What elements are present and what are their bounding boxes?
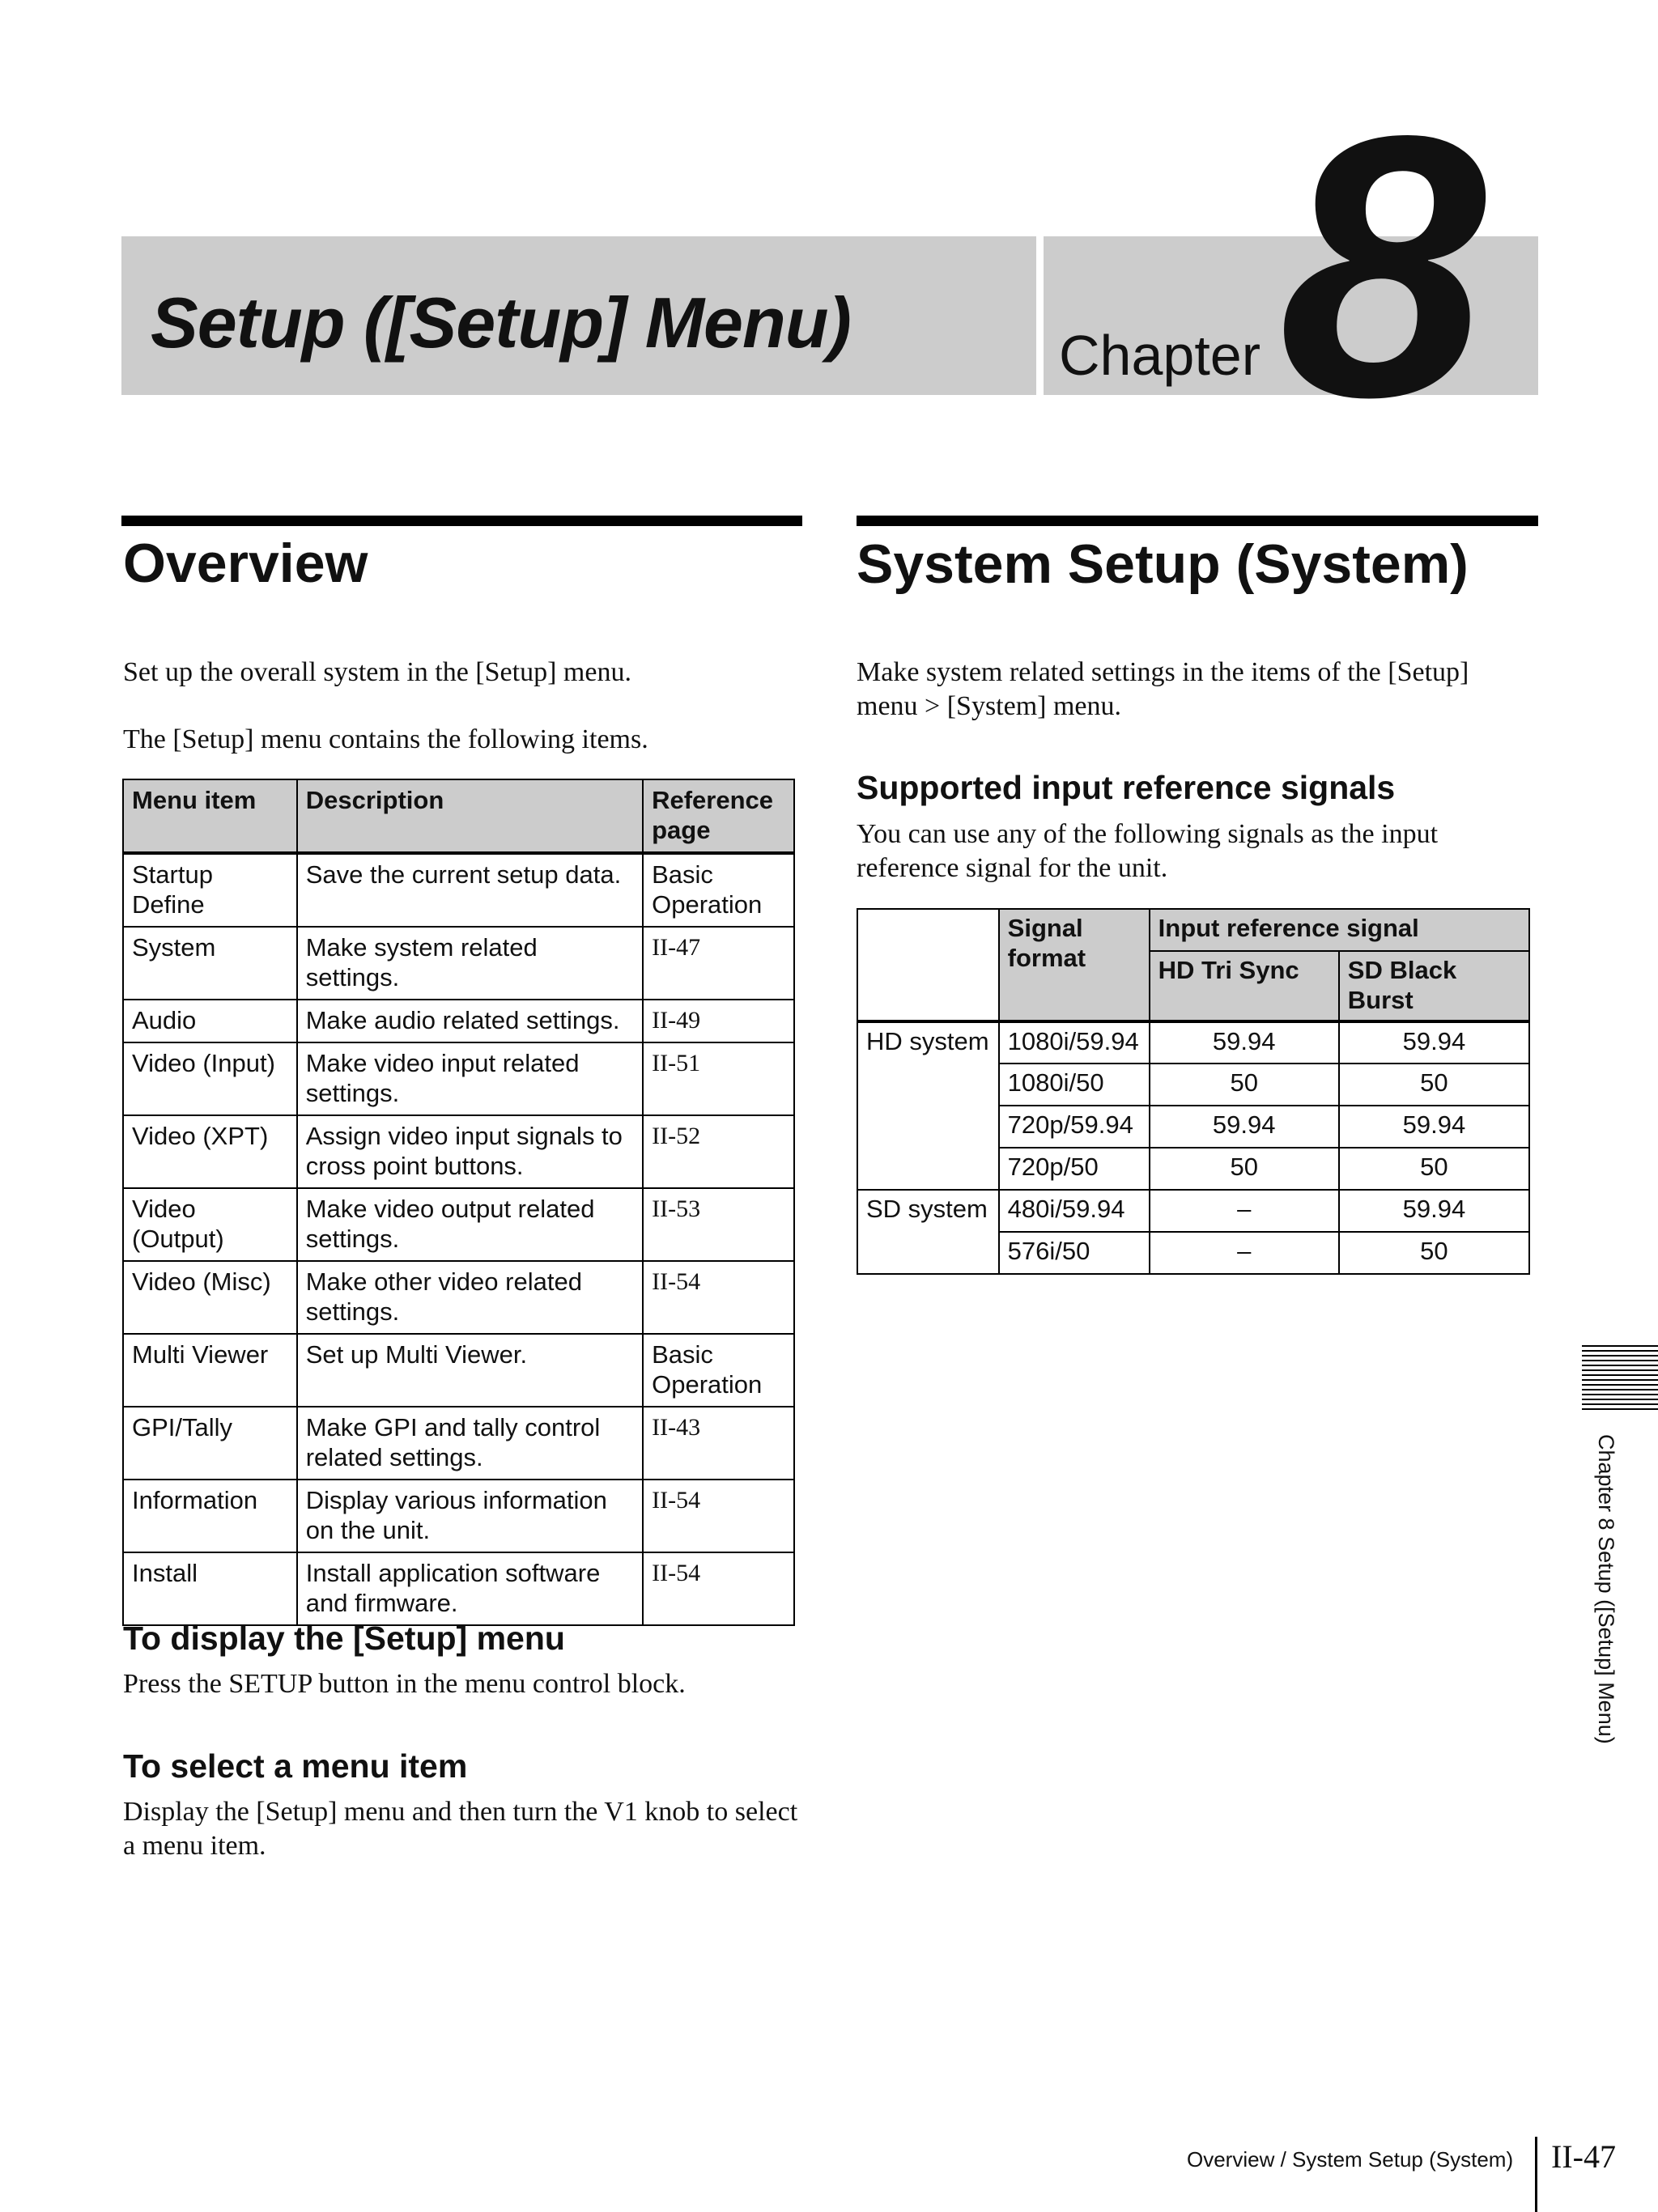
table-row bbox=[123, 853, 794, 927]
reference-cell: II-47 bbox=[643, 927, 794, 1000]
column-header: Menu item bbox=[123, 779, 297, 853]
page-number: II-47 bbox=[1551, 2138, 1616, 2175]
table-row bbox=[857, 1106, 1529, 1148]
table-row bbox=[857, 1021, 1529, 1064]
table-row bbox=[857, 1232, 1529, 1274]
empty-header-cell bbox=[857, 909, 999, 1021]
column-header: Signal format bbox=[999, 909, 1150, 1021]
footer-divider bbox=[1535, 2137, 1537, 2212]
signal-format-cell: 480i/59.94 bbox=[999, 1190, 1150, 1232]
column-header: Reference page bbox=[643, 779, 794, 853]
hd-tri-sync-cell: – bbox=[1150, 1232, 1339, 1274]
menu-item-cell: Multi Viewer bbox=[123, 1334, 297, 1407]
select-item-heading: To select a menu item bbox=[123, 1747, 468, 1785]
description-cell: Make video output related settings. bbox=[297, 1188, 643, 1261]
table-row bbox=[123, 1407, 794, 1480]
table-row bbox=[123, 1480, 794, 1552]
system-cell bbox=[857, 1232, 999, 1274]
signal-format-cell: 576i/50 bbox=[999, 1232, 1150, 1274]
reference-cell: II-43 bbox=[643, 1407, 794, 1480]
setup-menu-table bbox=[122, 779, 795, 1626]
menu-item-cell: Audio bbox=[123, 1000, 297, 1042]
reference-cell: II-54 bbox=[643, 1552, 794, 1625]
menu-item-cell: Video (XPT) bbox=[123, 1115, 297, 1188]
description-cell: Make system related settings. bbox=[297, 927, 643, 1000]
input-reference-heading: Supported input reference signals bbox=[857, 769, 1396, 806]
column-header: HD Tri Sync bbox=[1150, 951, 1339, 1021]
description-cell: Display various information on the unit. bbox=[297, 1480, 643, 1552]
sd-black-burst-cell: 50 bbox=[1339, 1148, 1529, 1190]
signal-format-cell: 720p/59.94 bbox=[999, 1106, 1150, 1148]
system-cell: HD system bbox=[857, 1021, 999, 1064]
sd-black-burst-cell: 59.94 bbox=[1339, 1021, 1529, 1064]
chapter-title: Setup ([Setup] Menu) bbox=[151, 282, 851, 363]
select-item-text: Display the [Setup] menu and then turn the V1 knob to select a menu item. bbox=[123, 1797, 798, 1861]
display-menu-heading: To display the [Setup] menu bbox=[123, 1620, 565, 1657]
display-menu-text: Press the SETUP button in the menu control block. bbox=[123, 1669, 686, 1699]
column-header: SD Black Burst bbox=[1339, 951, 1529, 1021]
signal-format-cell: 1080i/50 bbox=[999, 1064, 1150, 1106]
column-group-header: Input reference signal bbox=[1150, 909, 1529, 951]
system-cell bbox=[857, 1106, 999, 1148]
menu-item-cell: Install bbox=[123, 1552, 297, 1625]
reference-cell: II-49 bbox=[643, 1000, 794, 1042]
menu-item-cell: GPI/Tally bbox=[123, 1407, 297, 1480]
table-row bbox=[123, 1188, 794, 1261]
menu-item-cell: Video (Input) bbox=[123, 1042, 297, 1115]
chapter-tab-marker bbox=[1582, 1345, 1658, 1413]
description-cell: Save the current setup data. bbox=[297, 853, 643, 927]
table-row bbox=[123, 927, 794, 1000]
menu-item-cell: System bbox=[123, 927, 297, 1000]
menu-item-cell: Startup Define bbox=[123, 853, 297, 927]
system-heading: System Setup (System) bbox=[857, 533, 1469, 595]
table-header-row bbox=[857, 909, 1529, 951]
table-header-row bbox=[123, 779, 794, 853]
overview-rule bbox=[121, 516, 802, 526]
sd-black-burst-cell: 59.94 bbox=[1339, 1190, 1529, 1232]
table-row bbox=[123, 1261, 794, 1334]
reference-cell: II-53 bbox=[643, 1188, 794, 1261]
chapter-number: 8 bbox=[1279, 59, 1478, 474]
overview-intro-1: Set up the overall system in the [Setup] menu. bbox=[123, 657, 631, 687]
description-cell: Make GPI and tally control related settings. bbox=[297, 1407, 643, 1480]
description-cell: Make other video related settings. bbox=[297, 1261, 643, 1334]
table-row bbox=[123, 1334, 794, 1407]
system-cell: SD system bbox=[857, 1190, 999, 1232]
system-cell bbox=[857, 1064, 999, 1106]
chapter-label: Chapter bbox=[1059, 324, 1261, 387]
sd-black-burst-cell: 50 bbox=[1339, 1232, 1529, 1274]
overview-heading: Overview bbox=[123, 533, 368, 594]
side-chapter-label: Chapter 8 Setup ([Setup] Menu) bbox=[1594, 1434, 1618, 1744]
table-row bbox=[857, 1190, 1529, 1232]
signal-format-cell: 720p/50 bbox=[999, 1148, 1150, 1190]
system-intro: Make system related settings in the items of the [Setup] menu > [System] menu. bbox=[857, 657, 1469, 721]
description-cell: Set up Multi Viewer. bbox=[297, 1334, 643, 1407]
reference-cell: II-52 bbox=[643, 1115, 794, 1188]
table-row bbox=[857, 1148, 1529, 1190]
reference-cell: Basic Operation bbox=[643, 853, 794, 927]
reference-cell: II-51 bbox=[643, 1042, 794, 1115]
hd-tri-sync-cell: 59.94 bbox=[1150, 1106, 1339, 1148]
table-row bbox=[857, 1064, 1529, 1106]
description-cell: Make video input related settings. bbox=[297, 1042, 643, 1115]
input-reference-table bbox=[857, 908, 1530, 1275]
sd-black-burst-cell: 59.94 bbox=[1339, 1106, 1529, 1148]
system-rule bbox=[857, 516, 1538, 526]
hd-tri-sync-cell: 50 bbox=[1150, 1064, 1339, 1106]
table-row bbox=[123, 1552, 794, 1625]
menu-item-cell: Information bbox=[123, 1480, 297, 1552]
hd-tri-sync-cell: 59.94 bbox=[1150, 1021, 1339, 1064]
description-cell: Make audio related settings. bbox=[297, 1000, 643, 1042]
reference-cell: II-54 bbox=[643, 1480, 794, 1552]
table-row bbox=[123, 1115, 794, 1188]
description-cell: Assign video input signals to cross point buttons. bbox=[297, 1115, 643, 1188]
signal-format-cell: 1080i/59.94 bbox=[999, 1021, 1150, 1064]
reference-cell: II-54 bbox=[643, 1261, 794, 1334]
footer-section-title: Overview / System Setup (System) bbox=[1187, 2147, 1514, 2172]
hd-tri-sync-cell: 50 bbox=[1150, 1148, 1339, 1190]
table-row bbox=[123, 1000, 794, 1042]
column-header: Description bbox=[297, 779, 643, 853]
menu-item-cell: Video (Output) bbox=[123, 1188, 297, 1261]
overview-intro-2: The [Setup] menu contains the following items. bbox=[123, 724, 648, 754]
sd-black-burst-cell: 50 bbox=[1339, 1064, 1529, 1106]
reference-cell: Basic Operation bbox=[643, 1334, 794, 1407]
hd-tri-sync-cell: – bbox=[1150, 1190, 1339, 1232]
table-row bbox=[123, 1042, 794, 1115]
system-cell bbox=[857, 1148, 999, 1190]
description-cell: Install application software and firmware. bbox=[297, 1552, 643, 1625]
menu-item-cell: Video (Misc) bbox=[123, 1261, 297, 1334]
input-reference-text: You can use any of the following signals as the input reference signal for the unit. bbox=[857, 819, 1439, 883]
